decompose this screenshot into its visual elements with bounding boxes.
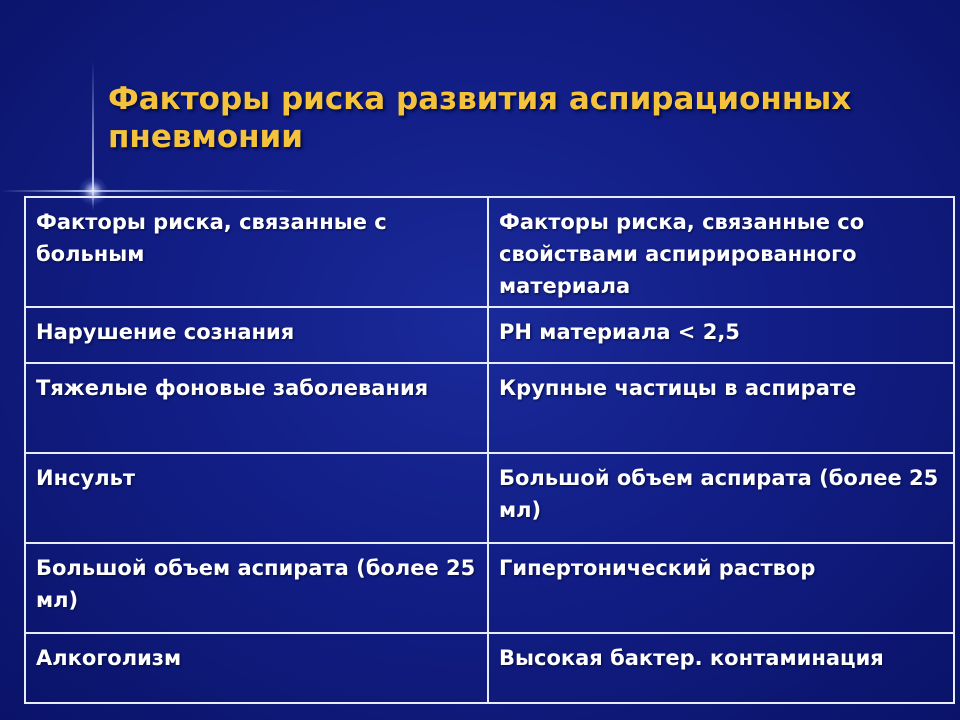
table-cell-patient: Большой объем аспирата (более 25 мл) [25, 543, 488, 633]
table-cell-patient: Нарушение сознания [25, 307, 488, 363]
table-cell-material: Гипертонический раствор [488, 543, 954, 633]
table-row [25, 453, 954, 543]
header-cell-patient-factors: Факторы риска, связанные с больным [25, 197, 488, 307]
slide-title: Факторы риска развития аспирационных пневмонии [108, 81, 852, 155]
table-row [25, 363, 954, 453]
header-cell-material-factors: Факторы риска, связанные со свойствами аспирированного материала [488, 197, 954, 307]
table-cell-patient: Инсульт [25, 453, 488, 543]
table-row [25, 543, 954, 633]
table-row [25, 633, 954, 703]
table-cell-patient: Тяжелые фоновые заболевания [25, 363, 488, 453]
table-header-row [25, 197, 954, 307]
risk-factors-table [24, 196, 955, 704]
table-cell-material: Крупные частицы в аспирате [488, 363, 954, 453]
light-flare-horizontal [0, 190, 300, 192]
table-cell-material: Большой объем аспирата (более 25 мл) [488, 453, 954, 543]
table-row [25, 307, 954, 363]
table-cell-material: Высокая бактер. контаминация [488, 633, 954, 703]
table-cell-patient: Алкоголизм [25, 633, 488, 703]
table-cell-material: PH материала < 2,5 [488, 307, 954, 363]
